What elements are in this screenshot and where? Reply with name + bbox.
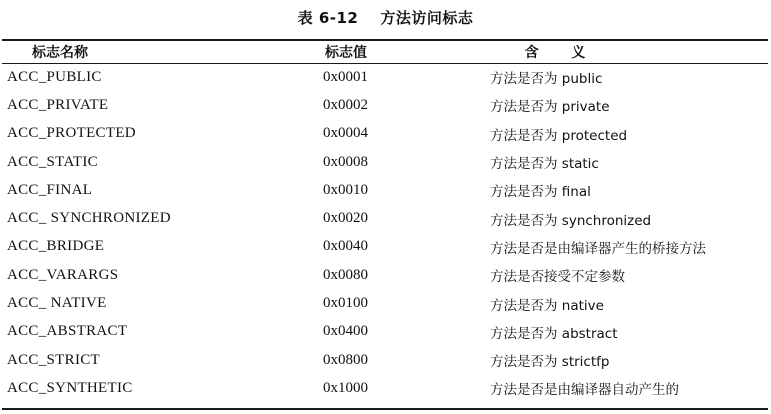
table-caption xyxy=(0,7,771,28)
table-row xyxy=(0,233,771,261)
flag-value-cell: 0x0020 xyxy=(323,210,368,227)
header-flag-value: 标志值 xyxy=(325,45,367,61)
table-row xyxy=(0,120,771,148)
flag-value-cell: 0x1000 xyxy=(323,379,368,396)
table-header-row xyxy=(0,41,771,63)
bottom-rule xyxy=(2,408,768,410)
meaning-cell: 方法是否是由编译器自动产生的 xyxy=(490,382,679,399)
meaning-cell: 方法是否接受不定参数 xyxy=(490,269,625,286)
meaning-cell: 方法是否为 private xyxy=(490,99,610,116)
table-row xyxy=(0,346,771,374)
flag-value-cell: 0x0800 xyxy=(323,351,368,368)
meaning-cell: 方法是否为 abstract xyxy=(490,325,618,342)
flag-name-cell: ACC_FINAL xyxy=(7,181,93,198)
table-row xyxy=(0,91,771,119)
table-row xyxy=(0,204,771,232)
flag-name-cell: ACC_BRIDGE xyxy=(7,238,105,255)
flag-name-cell: ACC_PRIVATE xyxy=(7,96,109,113)
flag-name-cell: ACC_VARARGS xyxy=(7,266,119,283)
flag-value-cell: 0x0040 xyxy=(323,238,368,255)
access-flags-table xyxy=(0,41,771,403)
flag-value-cell: 0x0002 xyxy=(323,96,368,113)
meaning-cell: 方法是否是由编译器产生的桥接方法 xyxy=(490,240,706,257)
meaning-cell: 方法是否为 strictfp xyxy=(490,354,610,371)
meaning-cell: 方法是否为 static xyxy=(490,156,599,173)
meaning-cell: 方法是否为 synchronized xyxy=(490,212,652,229)
flag-value-cell: 0x0010 xyxy=(323,181,368,198)
flag-value-cell: 0x0008 xyxy=(323,153,368,170)
flag-name-cell: ACC_PROTECTED xyxy=(7,125,136,142)
table-number: 表 6-12 xyxy=(297,9,359,27)
header-flag-name: 标志名称 xyxy=(32,45,88,61)
flag-value-cell: 0x0004 xyxy=(323,125,368,142)
table-title: 方法访问标志 xyxy=(380,9,474,27)
flag-value-cell: 0x0400 xyxy=(323,323,368,340)
table-row xyxy=(0,176,771,204)
meaning-cell: 方法是否为 native xyxy=(490,297,604,314)
flag-value-cell: 0x0100 xyxy=(323,295,368,312)
meaning-cell: 方法是否为 public xyxy=(490,71,603,88)
flag-value-cell: 0x0001 xyxy=(323,68,368,85)
flag-name-cell: ACC_ SYNCHRONIZED xyxy=(7,210,171,227)
table-body xyxy=(0,63,771,403)
flag-value-cell: 0x0080 xyxy=(323,266,368,283)
table-row xyxy=(0,63,771,91)
flag-name-cell: ACC_STATIC xyxy=(7,153,98,170)
flag-name-cell: ACC_PUBLIC xyxy=(7,68,102,85)
meaning-cell: 方法是否为 final xyxy=(490,184,591,201)
table-row xyxy=(0,148,771,176)
flag-name-cell: ACC_SYNTHETIC xyxy=(7,379,133,396)
meaning-cell: 方法是否为 protected xyxy=(490,127,628,144)
table-row xyxy=(0,261,771,289)
table-row xyxy=(0,374,771,402)
table-row xyxy=(0,318,771,346)
table-row xyxy=(0,289,771,317)
flag-name-cell: ACC_ NATIVE xyxy=(7,295,107,312)
header-meaning: 含 义 xyxy=(524,45,600,61)
flag-name-cell: ACC_ABSTRACT xyxy=(7,323,128,340)
flag-name-cell: ACC_STRICT xyxy=(7,351,101,368)
